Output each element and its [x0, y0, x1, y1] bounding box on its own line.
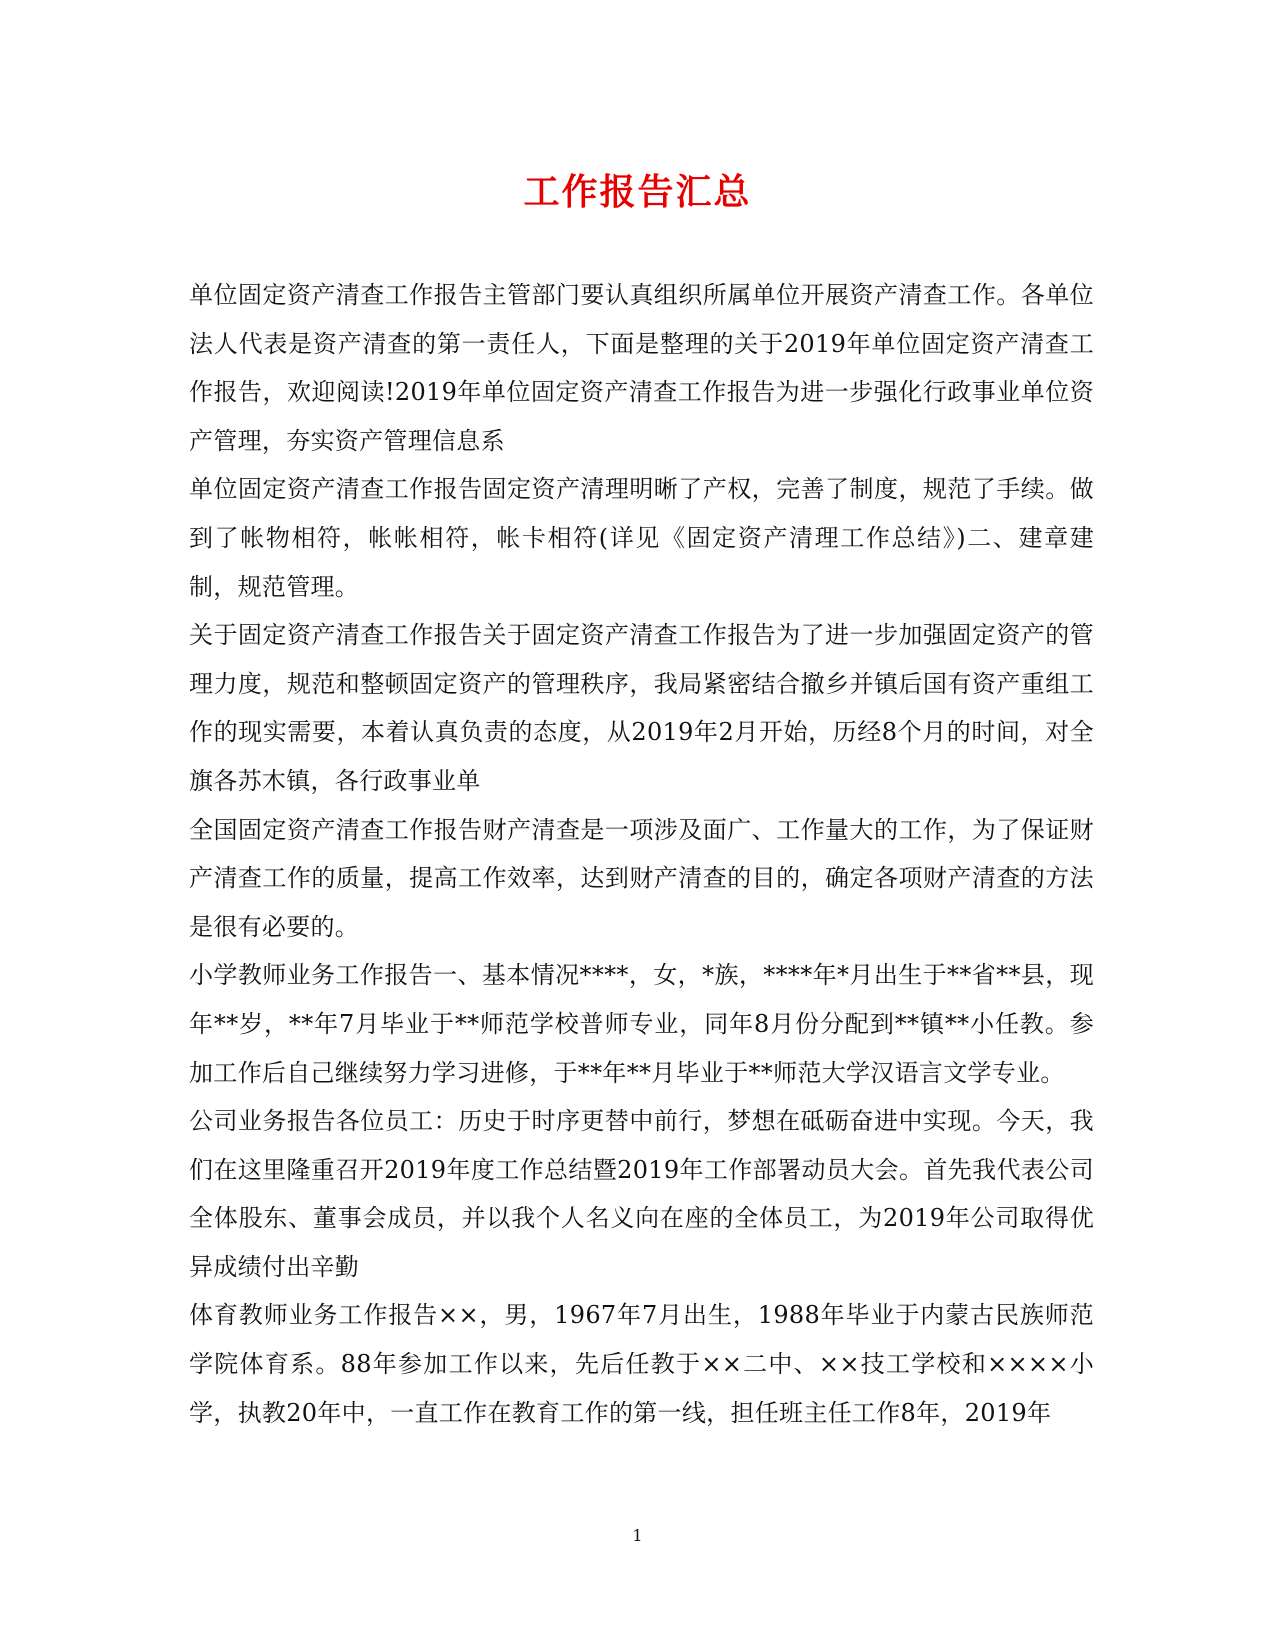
page-number: 1: [632, 1526, 643, 1545]
paragraph: 公司业务报告各位员工：历史于时序更替中前行，梦想在砥砺奋进中实现。今天，我们在这里隆重召开2019年度工作总结暨2019年工作部署动员大会。首先我代表公司全体股东、董事会成员，并以我个人名义向在座的全体员工，为2019年公司取得优异成绩付出辛勤: [189, 1107, 1094, 1281]
paragraph: 单位固定资产清查工作报告固定资产清理明晰了产权，完善了制度，规范了手续。做到了帐物相符，帐帐相符，帐卡相符(详见《固定资产清理工作总结》)二、建章建制，规范管理。: [189, 475, 1094, 601]
paragraph: 体育教师业务工作报告××，男，1967年7月出生，1988年毕业于内蒙古民族师范学院体育系。88年参加工作以来，先后任教于××二中、××技工学校和××××小学，执教20年中，一直工作在教育工作的第一线，担任班主任工作8年，2019年: [189, 1301, 1094, 1427]
paragraph: 全国固定资产清查工作报告财产清查是一项涉及面广、工作量大的工作，为了保证财产清查工作的质量，提高工作效率，达到财产清查的目的，确定各项财产清查的方法是很有必要的。: [189, 815, 1094, 941]
paragraph: 单位固定资产清查工作报告主管部门要认真组织所属单位开展资产清查工作。各单位法人代表是资产清查的第一责任人，下面是整理的关于2019年单位固定资产清查工作报告，欢迎阅读!2019年单位固定资产清查工作报告为进一步强化行政事业单位资产管理，夯实资产管理信息系: [189, 281, 1094, 455]
paragraph: 小学教师业务工作报告一、基本情况****，女，*族，****年*月出生于**省**县，现年**岁，**年7月毕业于**师范学校普师专业，同年8月份分配到**镇**小任教。参加工作后自己继续努力学习进修，于**年**月毕业于**师范大学汉语言文学专业。: [189, 961, 1094, 1087]
document-body: [189, 271, 1094, 1437]
paragraph: 关于固定资产清查工作报告关于固定资产清查工作报告为了进一步加强固定资产的管理力度，规范和整顿固定资产的管理秩序，我局紧密结合撤乡并镇后国有资产重组工作的现实需要，本着认真负责的态度，从2019年2月开始，历经8个月的时间，对全旗各苏木镇，各行政事业单: [189, 621, 1094, 795]
document-title: 工作报告汇总: [523, 171, 752, 213]
